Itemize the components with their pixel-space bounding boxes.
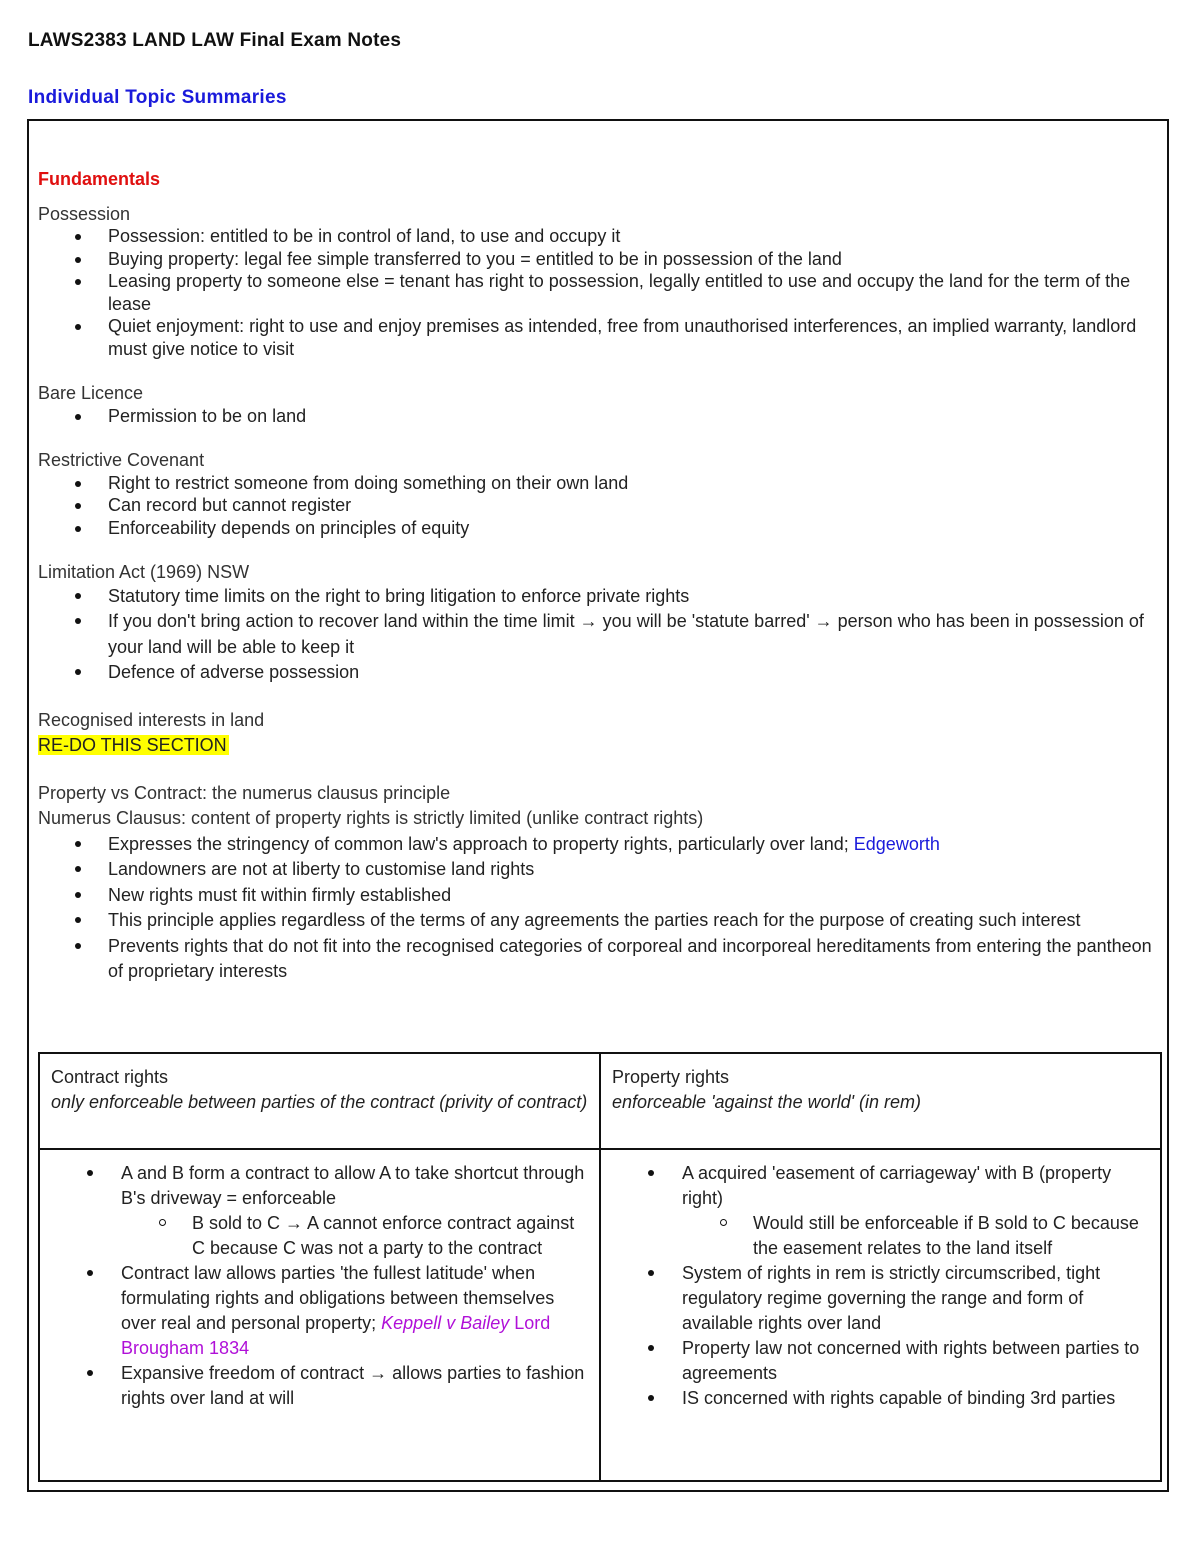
property-rights-subheader: enforceable 'against the world' (in rem)	[612, 1092, 922, 1112]
topic-heading-recognised-interests: Recognised interests in land	[38, 709, 265, 730]
contract-rights-body-cell	[39, 1149, 600, 1481]
list-item: If you don't bring action to recover land within the time limit → you will be 'statute barred' → person who has been in possession of your land will be able to keep it	[108, 609, 1163, 660]
list-item-text: A acquired 'easement of carriageway' with B (property right)	[682, 1163, 1112, 1208]
list-item: Property law not concerned with rights between parties to agreements	[682, 1336, 1150, 1386]
list-item: This principle applies regardless of the terms of any agreements the parties reach for the purpose of creating such interest	[108, 908, 1163, 934]
list-item: Permission to be on land	[108, 405, 1163, 428]
contract-rights-header: Contract rights	[51, 1067, 169, 1087]
contract-vs-property-table	[38, 1052, 1162, 1482]
sub-list-item: Would still be enforceable if B sold to C because the easement relates to the land itself	[753, 1211, 1150, 1261]
list-item	[682, 1161, 1150, 1261]
summary-content	[38, 168, 1163, 985]
topic-heading-numerus-clausus: Property vs Contract: the numerus clausus principle	[38, 782, 451, 803]
contract-rights-subheader: only enforceable between parties of the contract (privity of contract)	[51, 1092, 588, 1112]
list-item: IS concerned with rights capable of binding 3rd parties	[682, 1386, 1150, 1411]
list-item	[108, 832, 1163, 858]
list-item: New rights must fit within firmly established	[108, 883, 1163, 909]
numerus-clausus-definition: Numerus Clausus: content of property rights is strictly limited (unlike contract rights)	[38, 808, 704, 828]
contract-rights-list	[51, 1161, 589, 1411]
topic-heading-bare-licence: Bare Licence	[38, 383, 144, 403]
redo-highlight-note: RE-DO THIS SECTION	[38, 735, 227, 755]
bare-licence-list	[38, 405, 1163, 428]
list-item-text: Expresses the stringency of common law's approach to property rights, particularly over land;	[108, 833, 854, 854]
list-item-text: A and B form a contract to allow A to take shortcut through B's driveway = enforceable	[121, 1163, 585, 1208]
property-rights-header: Property rights	[612, 1067, 730, 1087]
topic-heading-possession: Possession	[38, 203, 131, 224]
list-item-text: Contract law allows parties 'the fullest latitude' when formulating rights and obligations between themselves over real and personal property;	[121, 1263, 555, 1333]
list-item: Right to restrict someone from doing something on their own land	[108, 472, 1163, 495]
document-subtitle: Individual Topic Summaries	[28, 87, 287, 108]
list-item: Defence of adverse possession	[108, 660, 1163, 686]
list-item: System of rights in rem is strictly circumscribed, tight regulatory regime governing the range and form of available rights over land	[682, 1261, 1150, 1336]
property-rights-list	[612, 1161, 1150, 1411]
list-item: Statutory time limits on the right to bring litigation to enforce private rights	[108, 584, 1163, 610]
list-item: Landowners are not at liberty to customise land rights	[108, 857, 1163, 883]
limitation-act-list	[38, 584, 1163, 686]
list-item: Buying property: legal fee simple transferred to you = entitled to be in possession of the land	[108, 248, 1163, 271]
contract-rights-header-cell	[39, 1053, 600, 1149]
list-item: Expansive freedom of contract → allows parties to fashion rights over land at will	[121, 1361, 589, 1411]
case-link-edgeworth[interactable]: Edgeworth	[853, 833, 940, 854]
restrictive-covenant-list	[38, 472, 1163, 540]
summary-box	[27, 119, 1169, 1492]
topic-heading-restrictive-covenant: Restrictive Covenant	[38, 450, 205, 470]
numerus-clausus-list	[38, 832, 1163, 985]
list-item: Enforceability depends on principles of equity	[108, 517, 1163, 540]
list-item	[121, 1161, 589, 1261]
list-item: Prevents rights that do not fit into the recognised categories of corporeal and incorporeal hereditaments from entering the pantheon of proprietary interests	[108, 934, 1163, 985]
list-item: Quiet enjoyment: right to use and enjoy premises as intended, free from unauthorised interferences, an implied warranty, landlord must give notice to visit	[108, 315, 1163, 360]
topic-heading-limitation-act: Limitation Act (1969) NSW	[38, 562, 250, 582]
possession-list	[38, 225, 1163, 360]
section-heading-fundamentals: Fundamentals	[38, 169, 161, 189]
case-judge-year[interactable]: Lord Brougham 1834	[121, 1313, 551, 1358]
contract-rights-sublist	[121, 1211, 589, 1261]
case-link-keppell-v-bailey[interactable]: Keppell v Bailey	[381, 1313, 510, 1333]
list-item: Can record but cannot register	[108, 494, 1163, 517]
document-title: LAWS2383 LAND LAW Final Exam Notes	[28, 30, 402, 51]
list-item	[121, 1261, 589, 1361]
property-rights-body-cell	[600, 1149, 1161, 1481]
property-rights-header-cell	[600, 1053, 1161, 1149]
property-rights-sublist	[682, 1211, 1150, 1261]
list-item: Leasing property to someone else = tenant has right to possession, legally entitled to use and occupy the land for the term of the lease	[108, 270, 1163, 315]
list-item: Possession: entitled to be in control of land, to use and occupy it	[108, 225, 1163, 248]
sub-list-item: B sold to C → A cannot enforce contract against C because C was not a party to the contract	[192, 1211, 589, 1261]
